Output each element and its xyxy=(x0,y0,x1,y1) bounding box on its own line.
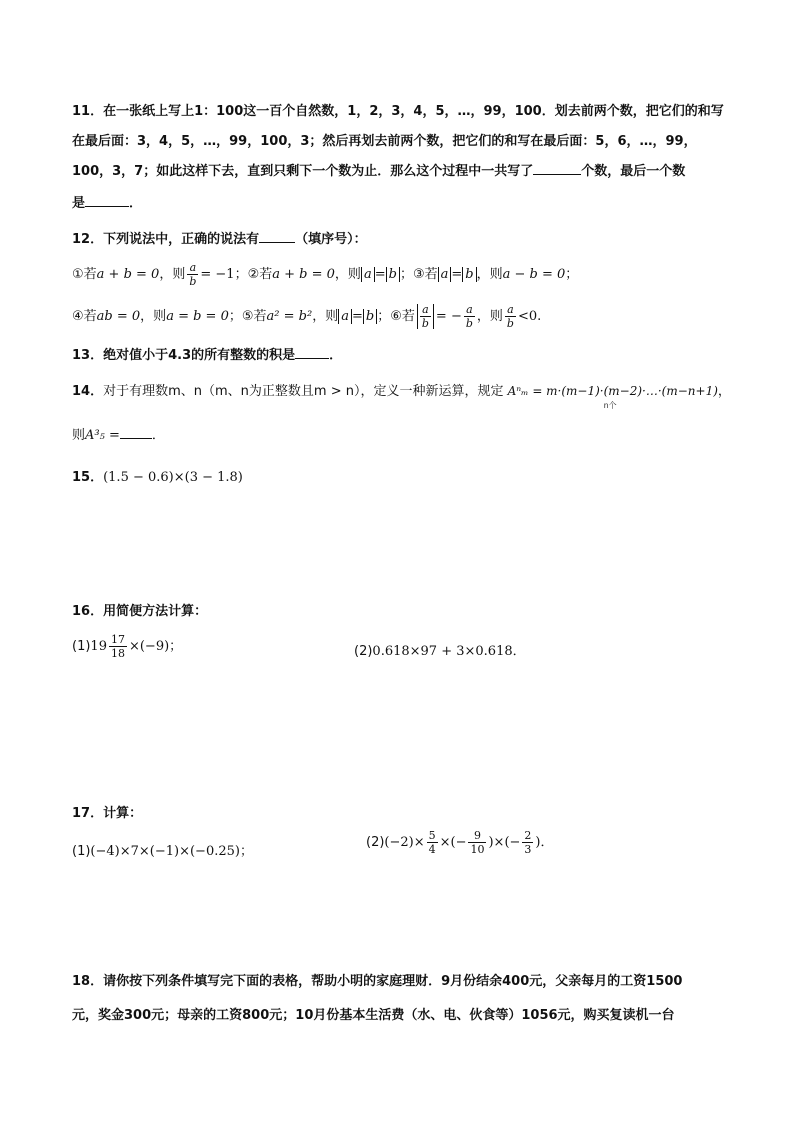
q17-part-2: (2)(−2)× $\frac{5}{4}$ ×(− $\frac{9}{10}$ )×(− $\frac{2}{3}$ )． xyxy=(366,829,554,856)
q18-line-1: 18．请你按下列条件填写完下面的表格，帮助小明的家庭理财．9月份结余400元，父亲每月的工资1500 xyxy=(72,974,683,989)
q14-underbrace-label: n个 xyxy=(603,401,617,410)
q16-part-2: (2)0.618×97 + 3×0.618． xyxy=(354,644,526,659)
q11-line-2: 在最后面：3，4，5，…，99，100，3；然后再划去前两个数，把它们的和写在最后面：5，6，…，99， xyxy=(72,134,697,149)
q12-frac-1: $\frac{a}{b}$ xyxy=(189,261,197,288)
q11-line-3: 100，3，7；如此这样下去，直到只剩下一个数为止．那么这个过程中一共写了 个数，最后一个数 xyxy=(72,160,685,179)
q12-frac-abs: $\frac{a}{b}$ xyxy=(417,304,434,329)
q15-number: 15． xyxy=(72,470,104,485)
q11-blank-2[interactable] xyxy=(85,192,129,207)
q15-line: 15．(1.5 − 0.6)×(3 − 1.8) xyxy=(72,470,243,485)
q12-row-2: ④若ab = 0，则a = b = 0；⑤若a² = b²，则 a = b ；⑥若 $\frac{a}{b}$ = − $\frac{a}{b}$ ，则 $\frac{a}{b}$ <0. xyxy=(72,303,542,330)
q11-blank-1[interactable] xyxy=(533,160,581,175)
q12-number: 12． xyxy=(72,232,104,247)
q17-part-1: (1)(−4)×7×(−1)×(−0.25)； xyxy=(72,844,253,859)
q18-number: 18． xyxy=(72,974,104,989)
q12-row-1: ①若a + b = 0，则 $\frac{a}{b}$ = −1；②若a + b = 0，则 a = b ；③若 a = b ，则a − b = 0； xyxy=(72,261,579,288)
q14-number: 14． xyxy=(72,384,104,399)
q11-line-4: 是 ． xyxy=(72,192,142,211)
q14-line-2: 则A³₅ = ． xyxy=(72,424,165,443)
q14-line-1: 14．对于有理数m、n（m、n为正整数且m > n），定义一种新运算，规定 Aⁿₘ = m·(m−1)·(m−2)·…·(m−n+1) n个 ， xyxy=(72,384,731,410)
q11-number: 11． xyxy=(72,104,104,119)
q16-number: 16． xyxy=(72,604,104,619)
q14-formula: Aⁿₘ = m·(m−1)·(m−2)·…·(m−n+1) n个 xyxy=(507,384,718,410)
q16-stem: 16．用简便方法计算： xyxy=(72,604,208,619)
q13-number: 13． xyxy=(72,348,104,363)
q12-stem: 12．下列说法中，正确的说法有 （填序号）： xyxy=(72,228,367,247)
q14-blank[interactable] xyxy=(120,424,152,439)
q17-stem: 17．计算： xyxy=(72,806,143,821)
q13-blank[interactable] xyxy=(295,344,329,359)
q17-number: 17． xyxy=(72,806,104,821)
q13-line: 13．绝对值小于4.3的所有整数的积是 ． xyxy=(72,344,342,363)
q12-blank[interactable] xyxy=(259,228,295,243)
q11-line-1: 11．在一张纸上写上1：100这一百个自然数，1，2，3，4，5，…，99，100．划去前两个数，把它们的和写 xyxy=(72,104,724,119)
q16-part-1: (1)19 $\frac{17}{18}$ ×(−9)； xyxy=(72,633,183,660)
q18-line-2: 元，奖金300元；母亲的工资800元；10月份基本生活费（水、电、伙食等）1056元，购买复读机一台 xyxy=(72,1008,675,1023)
